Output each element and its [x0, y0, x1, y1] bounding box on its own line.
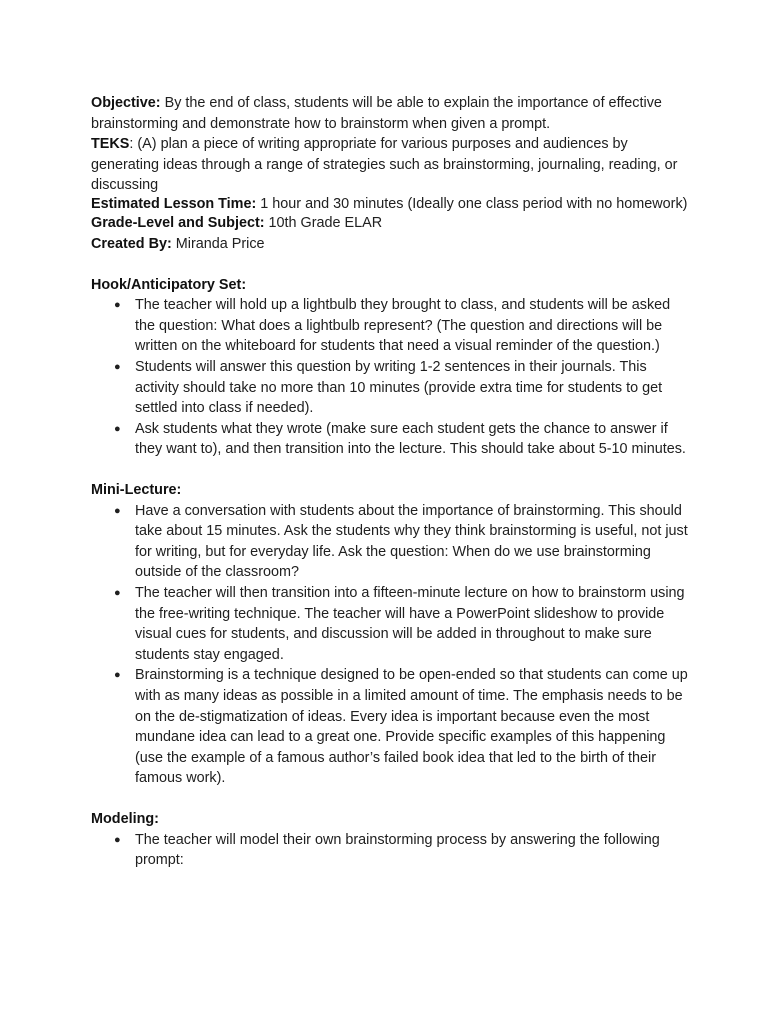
estimated-time-text: 1 hour and 30 minutes (Ideally one class period with no homework): [260, 195, 688, 212]
hook-section: [91, 275, 691, 460]
bullet-list: [91, 295, 691, 460]
list-item: [91, 665, 691, 789]
grade-level-text: 10th Grade ELAR: [268, 215, 383, 232]
teks-line: [91, 134, 691, 196]
objective-label: Objective:: [91, 95, 161, 111]
list-item: [91, 830, 691, 871]
list-item: [91, 583, 691, 665]
bullet-icon: ●: [114, 299, 121, 312]
objective-line: [91, 93, 691, 134]
created-by-text: Miranda Price: [175, 236, 265, 253]
created-by-label: Created By:: [91, 236, 172, 253]
list-item: [91, 295, 691, 357]
section-heading: Hook/Anticipatory Set:: [91, 276, 247, 293]
section-heading: Mini-Lecture:: [91, 482, 182, 498]
estimated-time-label: Estimated Lesson Time:: [91, 195, 257, 212]
bullet-list: [91, 830, 691, 871]
list-item-text: Have a conversation with students about the importance of brainstorming. This should take about 15 minutes. Ask the students why they think brainstorming is useful, not just for writing, but for everyday life. Ask the question: When do we use brainstorming outside of the classroom?: [135, 502, 688, 581]
lesson-plan: [91, 93, 691, 871]
list-item-text: Students will answer this question by writing 1-2 sentences in their journals. This activity should take no more than 10 minutes (provide extra time for students to get settled into class if needed).: [135, 359, 663, 417]
list-item-text: The teacher will model their own brainstorming process by answering the following prompt:: [135, 831, 660, 869]
grade-level-label: Grade-Level and Subject:: [91, 215, 265, 232]
teks-label: TEKS: [91, 136, 130, 153]
bullet-icon: ●: [114, 669, 121, 682]
list-item: [91, 501, 691, 583]
modeling-section: [91, 809, 691, 871]
bullet-icon: ●: [114, 361, 121, 374]
estimated-time-line: [91, 196, 691, 213]
list-item: [91, 357, 691, 419]
bullet-icon: ●: [114, 833, 121, 846]
list-item-text: The teacher will hold up a lightbulb they brought to class, and students will be asked the question: What does a lightbulb represent? (The question and directions will be written on the whiteboard for students that need a visual reminder of the question.): [135, 297, 671, 355]
section-heading: Modeling:: [91, 810, 159, 827]
objective-text: By the end of class, students will be able to explain the importance of effective brainstorming and demonstrate how to brainstorm when given a prompt.: [91, 95, 662, 132]
bullet-list: [91, 501, 691, 789]
list-item-text: Ask students what they wrote (make sure each student gets the chance to answer if they want to), and then transition into the lecture. This should take about 5-10 minutes.: [135, 420, 686, 458]
teks-text: : (A) plan a piece of writing appropriate for various purposes and audiences by generating ideas through a range of strategies such as brainstorming, journaling, reading, or discussing: [91, 136, 678, 194]
list-item-text: The teacher will then transition into a fifteen-minute lecture on how to brainstorm using the free-writing technique. The teacher will have a PowerPoint slideshow to provide visual cues for students, and discussion will be added in throughout to make sure students stay engaged.: [135, 584, 685, 663]
bullet-icon: ●: [114, 422, 121, 435]
bullet-icon: ●: [114, 586, 121, 599]
list-item-text: Brainstorming is a technique designed to be open-ended so that students can come up with as many ideas as possible in a limited amount of time. The emphasis needs to be on the de-stigmatization of ideas. Every idea is important because even the most mundane idea can lead to a great one. Provide specific examples of this happening (use the example of a famous author’s failed book idea that led to the birth of their famous work).: [135, 667, 688, 787]
grade-level-line: [91, 213, 691, 234]
bullet-icon: ●: [114, 504, 121, 517]
list-item: [91, 419, 691, 460]
created-by-line: [91, 234, 691, 255]
mini-lecture-section: [91, 480, 691, 789]
